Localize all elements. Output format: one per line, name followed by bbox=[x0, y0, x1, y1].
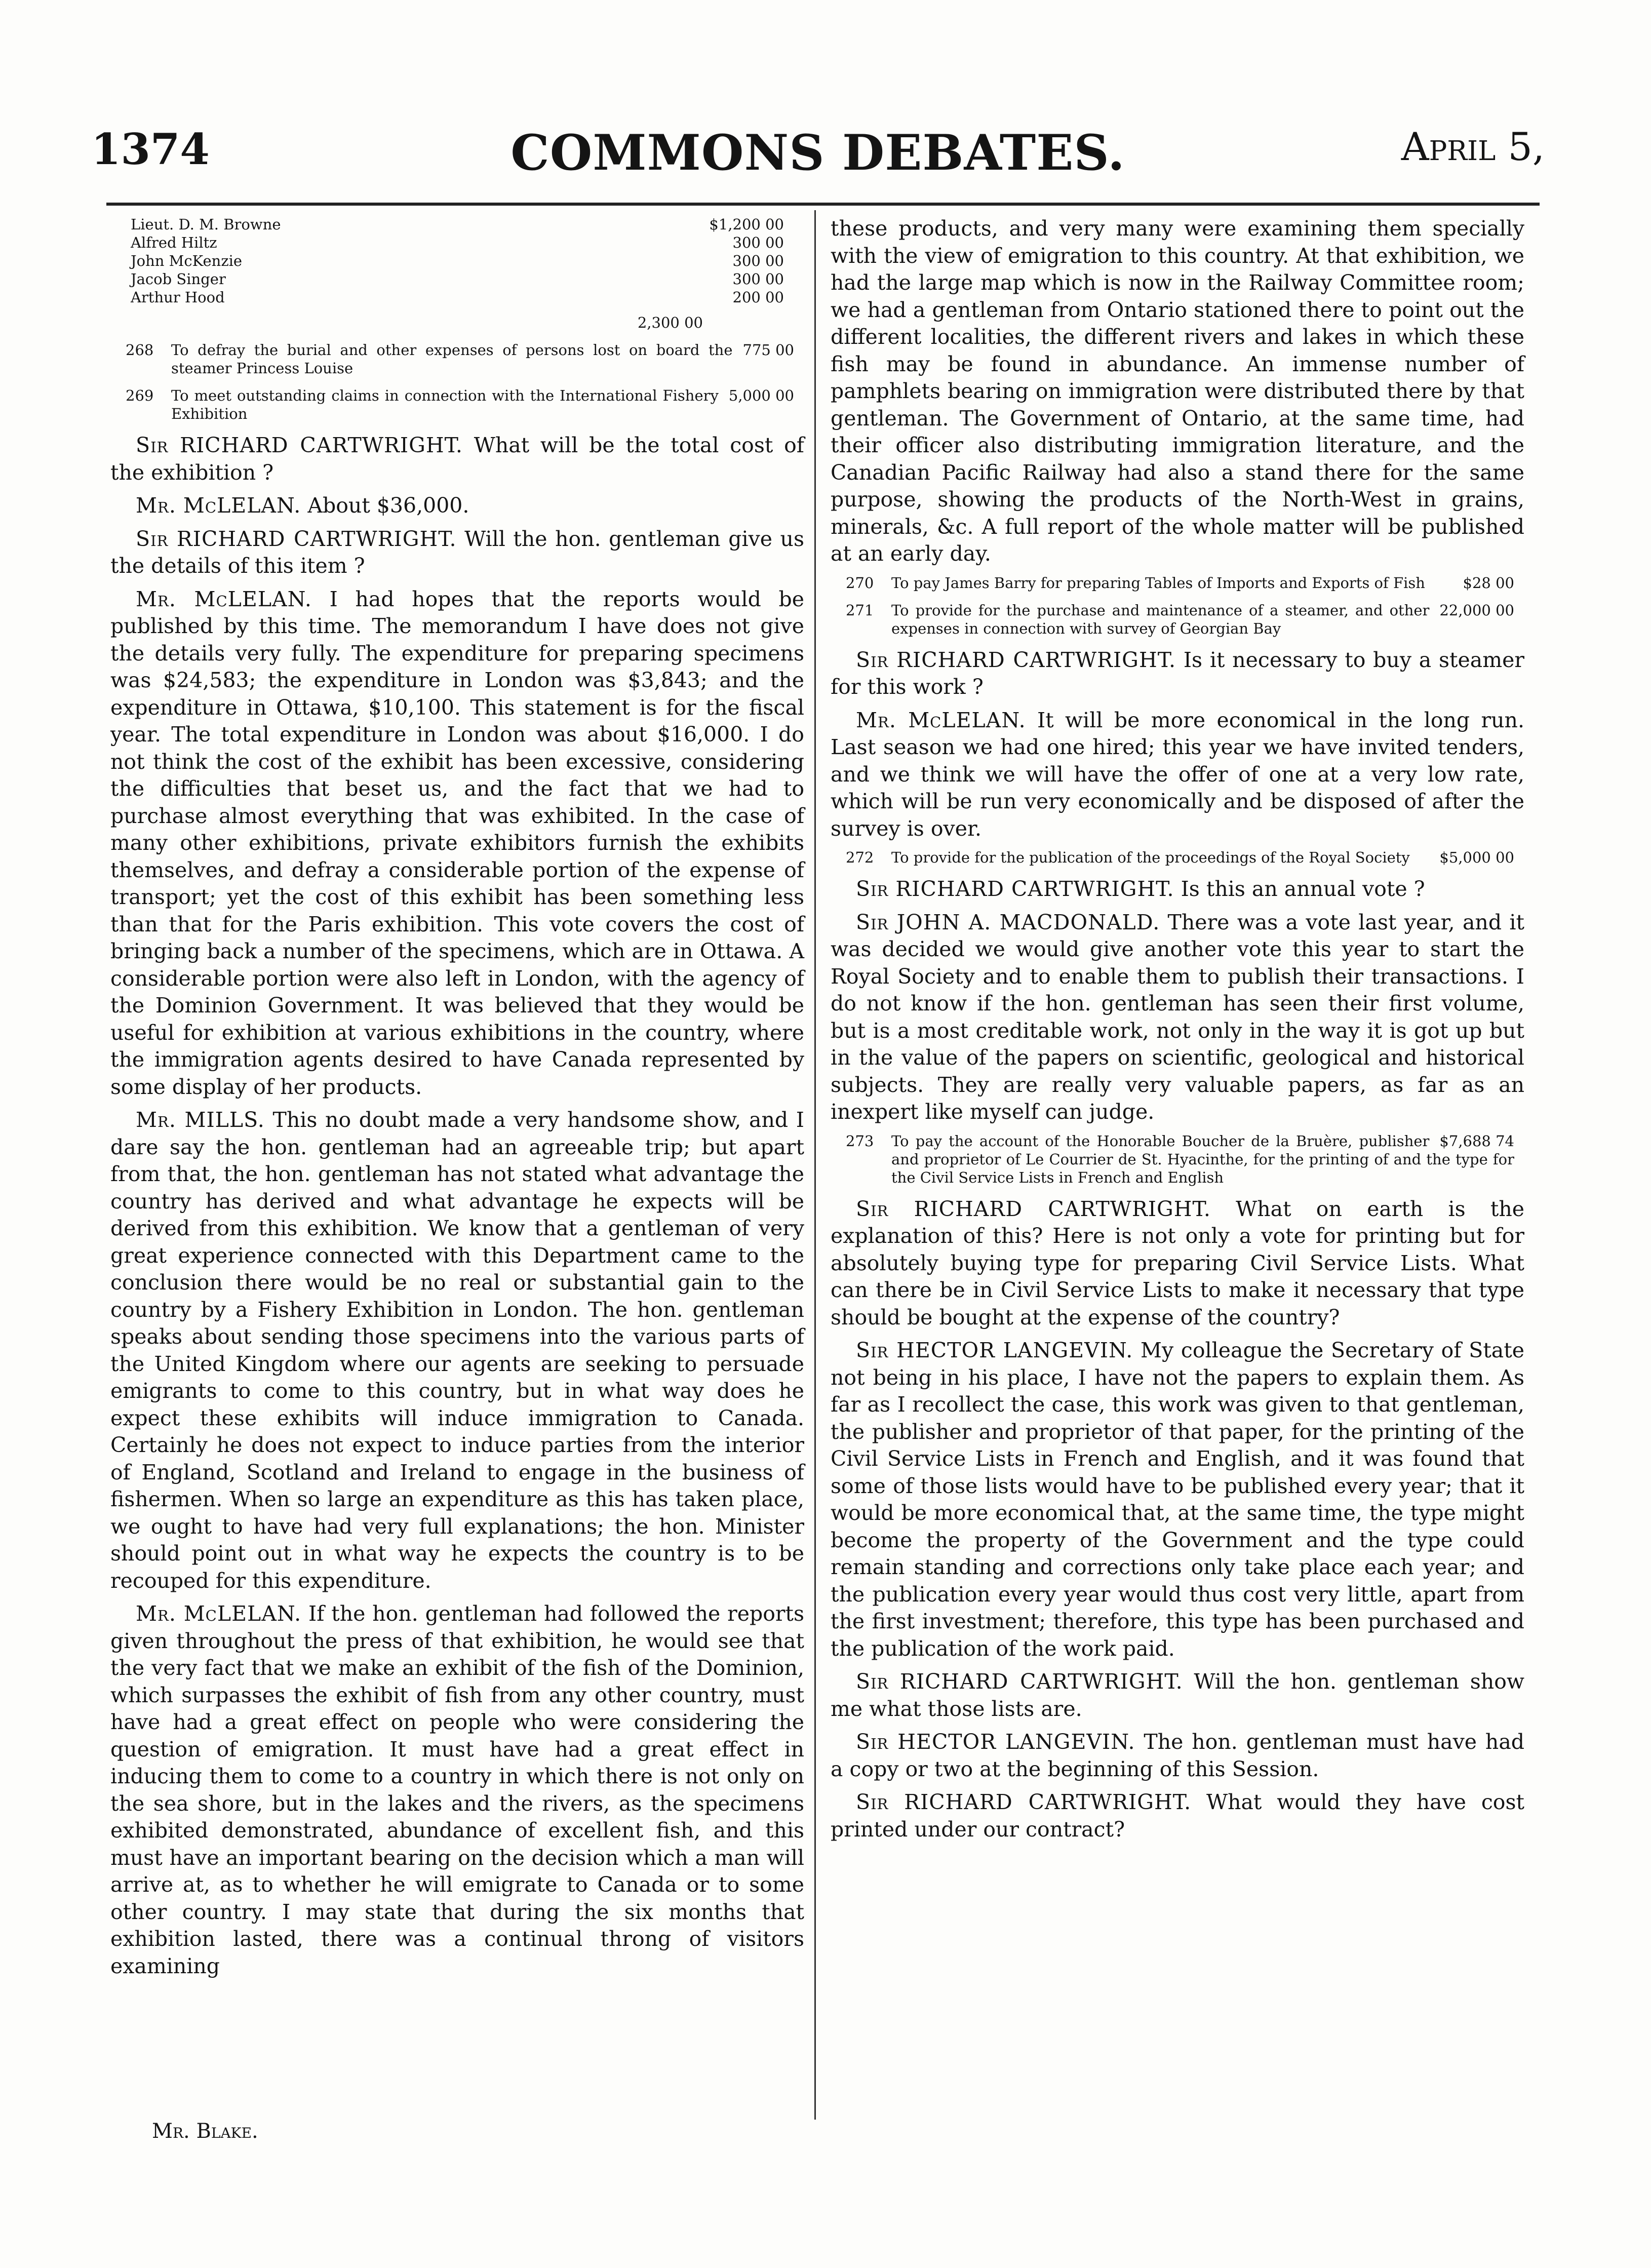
speech-paragraph bbox=[110, 586, 804, 1101]
catchword: Mr. Blake. bbox=[152, 2120, 258, 2143]
vote-item bbox=[831, 574, 1524, 592]
speaker-name: Sir RICHARD CARTWRIGHT. bbox=[856, 1196, 1211, 1221]
vote-number: 271 bbox=[846, 601, 874, 619]
vote-text: To provide for the purchase and maintenance of a steamer, and other expenses in connection with survey of Georgian Bay bbox=[891, 601, 1430, 637]
vote-text: To pay the account of the Honorable Boucher de la Bruère, publisher and proprietor of Le Courrier de St. Hyacinthe, for the printing of and the type for the Civil Service Lists in French and English bbox=[891, 1132, 1514, 1186]
speech-text: Will the hon. gentleman show me what those lists are. bbox=[831, 1669, 1524, 1721]
vote-number: 268 bbox=[126, 341, 154, 359]
speech-paragraph bbox=[831, 707, 1524, 843]
vote-text: To provide for the publication of the proceedings of the Royal Society bbox=[891, 849, 1410, 866]
speech-text: Is it necessary to buy a steamer for this work ? bbox=[831, 647, 1524, 699]
speech-text: The hon. gentleman must have had a copy or two at the beginning of this Session. bbox=[831, 1730, 1525, 1781]
vote-amount: 22,000 00 bbox=[1439, 601, 1514, 619]
speech-text: I had hopes that the reports would be published by this time. The memorandum I have does not give the details very fully. The expenditure for preparing specimens was $24,583; the expenditure in London was $3,843; and the expenditure in Ottawa, $10,100. This statement is for the fiscal year. The total expenditure in London was about $16,000. I do not think the cost of the exhibit has been excessive, considering the difficulties that beset us, and the fact that we had to purchase almost everything that was exhibited. In the case of many other exhibitions, private exhibitors furnish the exhibits themselves, and defray a considerable portion of the expense of transport; yet the cost of this exhibit has been something less than that for the Paris exhibition. This vote covers the cost of bringing back a number of the specimens, which are in Ottawa. A considerable portion were also left in London, with the agency of the Dominion Government. It was believed that they would be useful for exhibition at various exhibitions in the country, where the immigration agents desired to have Canada represented by some display of her products. bbox=[110, 586, 804, 1099]
vote-amount: 5,000 00 bbox=[728, 387, 794, 404]
left-column bbox=[110, 215, 804, 1986]
speech-paragraph bbox=[831, 1789, 1524, 1843]
speech-text: There was a vote last year, and it was decided we would give another vote this year to start the Royal Society and to enable them to publish their transactions. I do not know if the hon. gentleman has seen their first volume, but is a most creditable work, not only in the way it is got up but in the value of the papers on scientific, geological and historical subjects. They are really very valuable papers, as far as an inexpert like myself can judge. bbox=[831, 910, 1524, 1124]
speaker-name: Mr. McLELAN. bbox=[136, 1601, 302, 1626]
speaker-name: Sir RICHARD CARTWRIGHT. bbox=[856, 1669, 1183, 1694]
payment-row bbox=[110, 233, 804, 252]
speaker-name: Sir RICHARD CARTWRIGHT. bbox=[136, 526, 457, 551]
speaker-name: Mr. McLELAN. bbox=[856, 708, 1026, 732]
speaker-name: Sir JOHN A. MACDONALD. bbox=[856, 910, 1160, 934]
vote-text: To pay James Barry for preparing Tables of Imports and Exports of Fish bbox=[891, 574, 1425, 592]
vote-item bbox=[831, 1132, 1524, 1187]
vote-text: To defray the burial and other expenses of persons lost on board the steamer Princess Louise bbox=[171, 341, 733, 377]
payment-row bbox=[110, 270, 804, 288]
speech-text: What will be the total cost of the exhibition ? bbox=[110, 433, 804, 485]
speech-text: If the hon. gentleman had followed the reports given throughout the press of that exhibition, he would see that the very fact that we make an exhibit of the fish of the Dominion, which surpasses the exhibit of fish from any other country, must have had a great effect on people who were considering the question of emigration. It must have had a great effect in inducing them to come to a country in which there is not only on the sea shore, but in the lakes and the rivers, as the specimens exhibited demonstrated, abundance of excellent fish, and this must have an important bearing on the decision which a man will arrive at, as to whether he will emigrate to Canada or to some other country. I may state that during the six months that exhibition lasted, there was a continual throng of visitors examining bbox=[110, 1601, 805, 1978]
speaker-name: Sir RICHARD CARTWRIGHT. bbox=[856, 1790, 1192, 1814]
vote-item bbox=[831, 848, 1524, 867]
payment-amount: 300 00 bbox=[732, 270, 784, 288]
speaker-name: Mr. McLELAN. bbox=[136, 493, 301, 518]
vote-text: To meet outstanding claims in connection with the International Fishery Exhibition bbox=[171, 387, 719, 422]
vote-amount: 775 00 bbox=[742, 341, 794, 359]
speaker-name: Sir RICHARD CARTWRIGHT. bbox=[136, 433, 463, 457]
payments-total: 2,300 00 bbox=[637, 314, 703, 331]
speech-text: Will the hon. gentleman give us the details of this item ? bbox=[110, 526, 804, 578]
payment-row bbox=[110, 252, 804, 270]
speech-paragraph bbox=[110, 432, 804, 486]
column-divider bbox=[814, 210, 816, 2120]
payment-row bbox=[110, 215, 804, 233]
page-title: COMMONS DEBATES. bbox=[510, 124, 1125, 181]
vote-number: 269 bbox=[126, 387, 154, 404]
page-header bbox=[91, 124, 1545, 185]
speech-paragraph bbox=[831, 1196, 1524, 1332]
speech-text: What would they have cost printed under our contract? bbox=[831, 1790, 1524, 1842]
speech-text: This no doubt made a very handsome show, and I dare say the hon. gentleman had an agreeable trip; but apart from that, the hon. gentleman has not stated what advantage the country has derived and what advantage he expects will be derived from this exhibition. We know that a gentleman of very great experience connected with this Department came to the conclusion there would be no real or substantial gain to the country by a Fishery Exhibition in London. The hon. gentleman speaks about sending those specimens into the various parts of the United Kingdom where our agents are seeking to persuade emigrants to come to this country, but in what way does he expect these exhibits will induce immigration to Canada. Certainly he does not expect to induce parties from the interior of England, Scotland and Ireland to engage in the business of fishermen. When so large an expenditure as this has taken place, we ought to have had very full explanations; the hon. Minister should point out in what way he expects the country is to be recouped for this expenditure. bbox=[110, 1108, 804, 1593]
speaker-name: Mr. MILLS. bbox=[136, 1108, 265, 1132]
speech-paragraph bbox=[831, 909, 1524, 1126]
speaker-name: Sir HECTOR LANGEVIN. bbox=[856, 1730, 1135, 1754]
speech-text: What on earth is the explanation of this? Here is not only a vote for printing but for absolutely buying type for preparing Civil Service Lists. What can there be in Civil Service Lists to make it necessary that type should be bought at the expense of the country? bbox=[831, 1196, 1524, 1329]
speech-paragraph bbox=[831, 647, 1524, 701]
speech-paragraph bbox=[831, 876, 1524, 903]
speech-paragraph bbox=[110, 492, 804, 520]
payment-amount: 200 00 bbox=[732, 289, 784, 306]
speech-paragraph bbox=[831, 1337, 1524, 1662]
speech-text: My colleague the Secretary of State not being in his place, I have not the papers to explain them. As far as I recollect the case, this work was given to that gentleman, the publisher and proprietor of that paper, for the printing of the Civil Service Lists in French and English, and it was found that some of those lists would have to be published every year; that it would be more economical that, at the same time, the type might become the property of the Government and the type could remain standing and corrections only take place each year; and the publication every year would thus cost very little, apart from the first investment; therefore, this type has been purchased and the publication of the work paid. bbox=[831, 1338, 1524, 1661]
right-column bbox=[831, 215, 1524, 1849]
speech-paragraph bbox=[110, 1107, 804, 1594]
vote-amount: $7,688 74 bbox=[1439, 1132, 1514, 1150]
payments-list bbox=[110, 215, 804, 306]
vote-number: 273 bbox=[846, 1132, 874, 1150]
header-rule bbox=[106, 203, 1540, 206]
payment-name: John McKenzie bbox=[131, 252, 243, 269]
vote-amount: $28 00 bbox=[1463, 574, 1514, 592]
vote-amount: $5,000 00 bbox=[1439, 849, 1514, 866]
payment-name: Alfred Hiltz bbox=[131, 234, 217, 251]
speech-paragraph bbox=[110, 526, 804, 580]
page-number: 1374 bbox=[91, 124, 210, 174]
speech-paragraph bbox=[831, 1668, 1524, 1723]
speech-text: It will be more economical in the long run. Last season we had one hired; this year we have invited tenders, and we think we will have the offer of one at a very low rate, which will be run very economically and be disposed of after the survey is over. bbox=[831, 708, 1524, 841]
payment-row bbox=[110, 288, 804, 306]
speaker-name: Sir RICHARD CARTWRIGHT. bbox=[856, 647, 1176, 672]
speaker-name: Mr. McLELAN. bbox=[136, 586, 312, 611]
payment-amount: $1,200 00 bbox=[709, 216, 784, 233]
speech-text: Is this an annual vote ? bbox=[1181, 877, 1425, 901]
page-date: April 5, bbox=[1401, 124, 1545, 169]
speech-text: About $36,000. bbox=[307, 493, 469, 518]
speech-paragraph bbox=[110, 1600, 804, 1980]
vote-item bbox=[831, 601, 1524, 638]
speech-paragraph bbox=[831, 1729, 1524, 1783]
payment-name: Jacob Singer bbox=[131, 270, 226, 288]
payment-name: Arthur Hood bbox=[131, 289, 225, 306]
payment-amount: 300 00 bbox=[732, 234, 784, 251]
speech-continuation: these products, and very many were examining them specially with the view of emigration to this country. At that exhibition, we had the large map which is now in the Railway Committee room; we had a gentleman from Ontario stationed there to point out the different localities, the different rivers and lakes in which these fish may be found in abundance. An immense number of pamphlets bearing on immigration were distributed there by that gentleman. The Government of Ontario, at the same time, had their officer also distributing immigration literature, and the Canadian Pacific Railway had also a stand there for the same purpose, showing the products of the North-West in grains, minerals, &c. A full report of the whole matter will be published at an early day. bbox=[831, 216, 1524, 566]
speaker-name: Sir RICHARD CARTWRIGHT. bbox=[856, 877, 1174, 901]
vote-number: 270 bbox=[846, 574, 874, 592]
vote-item bbox=[110, 386, 804, 423]
payment-name: Lieut. D. M. Browne bbox=[131, 216, 281, 233]
speaker-name: Sir HECTOR LANGEVIN. bbox=[856, 1338, 1133, 1362]
vote-number: 272 bbox=[846, 849, 874, 866]
payment-amount: 300 00 bbox=[732, 252, 784, 269]
vote-item bbox=[110, 341, 804, 377]
